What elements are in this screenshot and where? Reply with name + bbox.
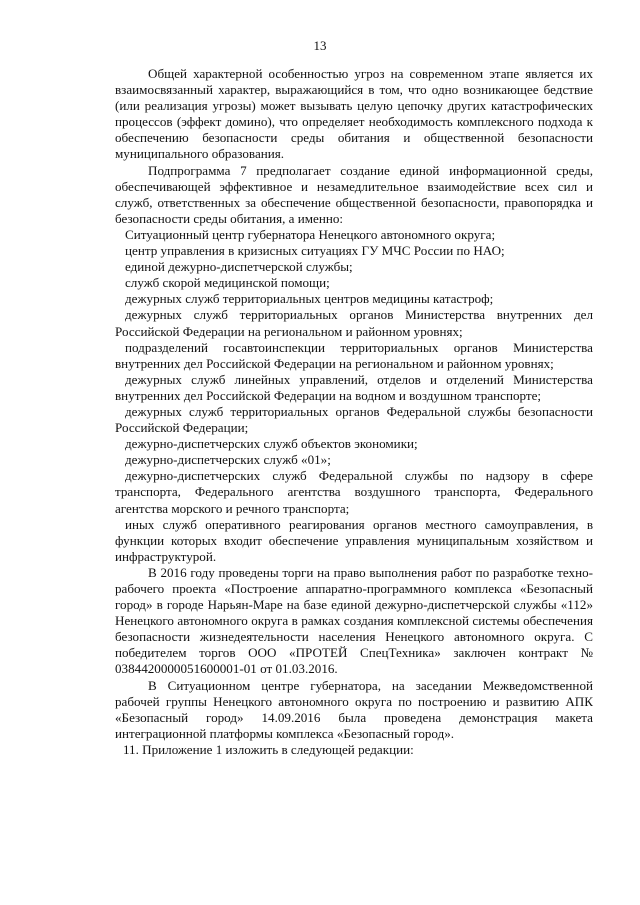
list-item: центр управления в кризисных ситуациях ГУ МЧС России по НАО; — [125, 243, 505, 259]
list-item: дежурных служб территориальных органов Федеральной службы безопасности Российской Федерации; — [115, 403, 593, 436]
list-item: дежурно-диспетчерских служб Федеральной службы по надзору в сфере транспорта, Федерального агентства воздушного транспорта, Федерального агентства морского и речного транспорта; — [115, 468, 593, 516]
list-item: дежурных служб линейных управлений, отделов и отделений Министерства внутренних дел Российской Федерации на водном и воздушном транспорте; — [115, 371, 593, 403]
list-item: подразделений госавтоинспекции территориальных органов Министерства внутренних дел Российской Федерации на региональном и районном уровнях; — [115, 339, 593, 371]
list-item: иных служб оперативного реагирования органов местного самоуправления, в функции которых входит обеспечение управления муниципальным хозяйством и инфраструктурой. — [115, 516, 593, 564]
paragraph: Подпрограмма 7 предполагает создание единой информационной среды, обеспечивающей эффективное и незамедлительное взаимодействие всех сил и служб, ответственных за обеспечение общественной безопасности, правопорядка и безопасности среды обитания, а именно: — [115, 162, 593, 226]
list-item: дежурно-диспетчерских служб «01»; — [125, 452, 331, 468]
list-item: служб скорой медицинской помощи; — [125, 275, 330, 291]
list-item: дежурно-диспетчерских служб объектов экономики; — [125, 436, 418, 452]
page-number: 13 — [313, 38, 327, 53]
appendix-heading: 11. Приложение 1 изложить в следующей редакции: — [123, 741, 414, 757]
document-body — [115, 66, 593, 758]
list-item: дежурных служб территориальных центров медицины катастроф; — [125, 291, 494, 307]
list-item: дежурных служб территориальных органов Министерства внутренних дел Российской Федерации на региональном и районном уровнях; — [115, 307, 593, 339]
list-item: Ситуационный центр губернатора Ненецкого автономного округа; — [125, 226, 496, 242]
paragraph: В Ситуационном центре губернатора, на заседании Межведомственной рабочей группы Ненецкого автономного округа по построению и развитию АПК «Безопасный город» 14.09.2016 была проведена демонстрация макета интеграционной платформы комплекса «Безопасный город». — [115, 677, 593, 741]
paragraph: В 2016 году проведены торги на право выполнения работ по разработке техно-рабочего проекта «Построение аппаратно-программного комплекса «Безопасный город» в городе Нарьян-Маре на базе единой дежурно-диспетчерской службы «112» Ненецкого автономного округа в рамках создания комплексной системы обеспечения безопасности жизнедеятельности населения Ненецкого автономного округа. С победителем торгов ООО «ПРОТЕЙ СпецТехника» заключен контракт № 0384420000051600001-01 от 01.03.2016. — [115, 564, 593, 677]
paragraph: Общей характерной особенностью угроз на современном этапе является их взаимосвязанный характер, выражающийся в том, что одно возникающее бедствие (или реализация угрозы) может вызывать целую цепочку других катастрофических процессов (эффект домино), что определяет необходимость комплексного подхода к обеспечению безопасности среды обитания и общественной безопасности муниципального образования. — [115, 66, 593, 162]
list-item: единой дежурно-диспетчерской службы; — [125, 259, 353, 275]
